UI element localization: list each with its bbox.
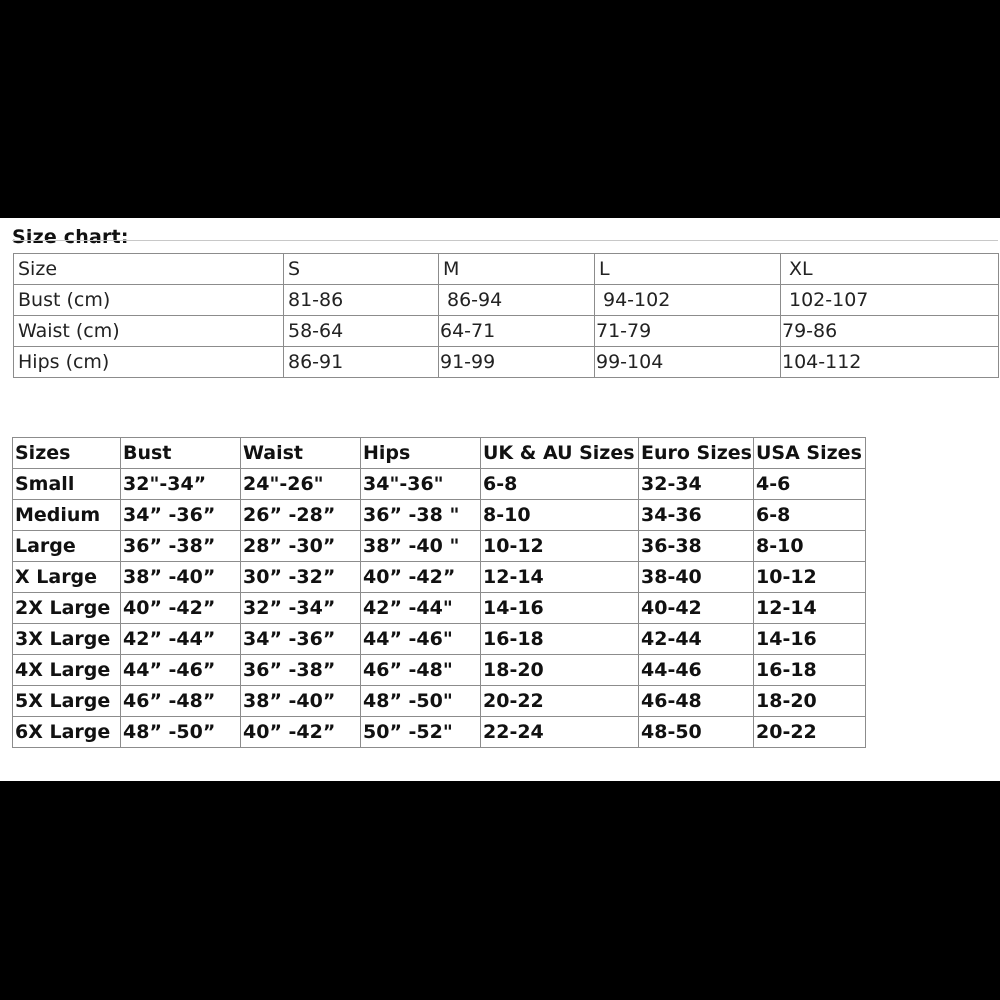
table-cell: 42” -44” bbox=[121, 624, 241, 655]
table-row bbox=[13, 531, 866, 562]
column-header: UK & AU Sizes bbox=[481, 438, 639, 469]
table-cell: 38-40 bbox=[639, 562, 754, 593]
table-cell: 14-16 bbox=[754, 624, 866, 655]
table-cell: 48” -50" bbox=[361, 686, 481, 717]
column-header: Sizes bbox=[13, 438, 121, 469]
table-row bbox=[13, 469, 866, 500]
table-cell: 42-44 bbox=[639, 624, 754, 655]
table-row bbox=[13, 624, 866, 655]
column-header: Euro Sizes bbox=[639, 438, 754, 469]
row-label: 4X Large bbox=[13, 655, 121, 686]
row-label: Medium bbox=[13, 500, 121, 531]
table-cell: 44” -46” bbox=[121, 655, 241, 686]
title-divider bbox=[12, 240, 998, 241]
table-cell: 16-18 bbox=[481, 624, 639, 655]
table-row bbox=[14, 347, 999, 378]
table-cell: 50” -52" bbox=[361, 717, 481, 748]
table-row bbox=[13, 655, 866, 686]
table-cell: 6-8 bbox=[481, 469, 639, 500]
table-row bbox=[13, 686, 866, 717]
table-cell: L bbox=[595, 254, 781, 285]
table-cell: 32-34 bbox=[639, 469, 754, 500]
column-header: Bust bbox=[121, 438, 241, 469]
table-cell: 22-24 bbox=[481, 717, 639, 748]
table-cell: 18-20 bbox=[481, 655, 639, 686]
table-cell: 34"-36" bbox=[361, 469, 481, 500]
table-cell: 10-12 bbox=[481, 531, 639, 562]
table-row bbox=[14, 254, 999, 285]
table-cell: 28” -30” bbox=[241, 531, 361, 562]
table-row bbox=[13, 500, 866, 531]
table-row bbox=[13, 717, 866, 748]
table-cell: 40” -42” bbox=[241, 717, 361, 748]
table-cell: 81-86 bbox=[284, 285, 439, 316]
table-cell: 71-79 bbox=[595, 316, 781, 347]
table-cell: XL bbox=[781, 254, 999, 285]
row-label: Small bbox=[13, 469, 121, 500]
column-header: Hips bbox=[361, 438, 481, 469]
table-cell: 8-10 bbox=[754, 531, 866, 562]
table-cell: 102-107 bbox=[781, 285, 999, 316]
table-row bbox=[13, 593, 866, 624]
table-cell: 40” -42” bbox=[121, 593, 241, 624]
row-label: Large bbox=[13, 531, 121, 562]
table-cell: 40” -42” bbox=[361, 562, 481, 593]
table-cell: 99-104 bbox=[595, 347, 781, 378]
row-label: Waist (cm) bbox=[14, 316, 284, 347]
table-cell: 4-6 bbox=[754, 469, 866, 500]
table-cell: 12-14 bbox=[481, 562, 639, 593]
table-cell: 34” -36” bbox=[121, 500, 241, 531]
table-cell: 36” -38 " bbox=[361, 500, 481, 531]
size-chart-title: Size chart: bbox=[12, 226, 129, 248]
table-cell: 40-42 bbox=[639, 593, 754, 624]
table-cell: 16-18 bbox=[754, 655, 866, 686]
table-cell: 48-50 bbox=[639, 717, 754, 748]
table-cell: 38” -40” bbox=[121, 562, 241, 593]
table-cell: 12-14 bbox=[754, 593, 866, 624]
table-row bbox=[14, 285, 999, 316]
table-cell: 36-38 bbox=[639, 531, 754, 562]
table-cell: 42” -44" bbox=[361, 593, 481, 624]
size-conversion-table bbox=[12, 437, 866, 748]
table-cell: 10-12 bbox=[754, 562, 866, 593]
column-header: Waist bbox=[241, 438, 361, 469]
row-label: Bust (cm) bbox=[14, 285, 284, 316]
table-cell: 14-16 bbox=[481, 593, 639, 624]
table-cell: 26” -28” bbox=[241, 500, 361, 531]
table-cell: 64-71 bbox=[439, 316, 595, 347]
table-cell: 38” -40 " bbox=[361, 531, 481, 562]
table-cell: 46” -48" bbox=[361, 655, 481, 686]
table-cell: 30” -32” bbox=[241, 562, 361, 593]
table-cell: M bbox=[439, 254, 595, 285]
row-label: Size bbox=[14, 254, 284, 285]
row-label: 2X Large bbox=[13, 593, 121, 624]
table-cell: 32"-34” bbox=[121, 469, 241, 500]
table-cell: 20-22 bbox=[481, 686, 639, 717]
metric-size-table bbox=[13, 253, 999, 378]
table-cell: 34-36 bbox=[639, 500, 754, 531]
size-table-header bbox=[13, 438, 866, 469]
table-cell: 6-8 bbox=[754, 500, 866, 531]
row-label: Hips (cm) bbox=[14, 347, 284, 378]
table-cell: 48” -50” bbox=[121, 717, 241, 748]
table-cell: 18-20 bbox=[754, 686, 866, 717]
column-header: USA Sizes bbox=[754, 438, 866, 469]
table-cell: 86-91 bbox=[284, 347, 439, 378]
row-label: X Large bbox=[13, 562, 121, 593]
table-cell: 36” -38” bbox=[241, 655, 361, 686]
metric-table-body bbox=[14, 254, 999, 378]
table-cell: 20-22 bbox=[754, 717, 866, 748]
size-table-body bbox=[13, 469, 866, 748]
table-cell: 8-10 bbox=[481, 500, 639, 531]
row-label: 3X Large bbox=[13, 624, 121, 655]
table-cell: 36” -38” bbox=[121, 531, 241, 562]
row-label: 6X Large bbox=[13, 717, 121, 748]
table-cell: 79-86 bbox=[781, 316, 999, 347]
table-cell: 46” -48” bbox=[121, 686, 241, 717]
table-row bbox=[14, 316, 999, 347]
table-cell: 46-48 bbox=[639, 686, 754, 717]
table-cell: S bbox=[284, 254, 439, 285]
table-cell: 58-64 bbox=[284, 316, 439, 347]
table-cell: 32” -34” bbox=[241, 593, 361, 624]
table-cell: 104-112 bbox=[781, 347, 999, 378]
row-label: 5X Large bbox=[13, 686, 121, 717]
table-cell: 86-94 bbox=[439, 285, 595, 316]
table-cell: 24"-26" bbox=[241, 469, 361, 500]
header-row bbox=[13, 438, 866, 469]
table-row bbox=[13, 562, 866, 593]
table-cell: 94-102 bbox=[595, 285, 781, 316]
table-cell: 34” -36” bbox=[241, 624, 361, 655]
table-cell: 44” -46" bbox=[361, 624, 481, 655]
table-cell: 91-99 bbox=[439, 347, 595, 378]
table-cell: 44-46 bbox=[639, 655, 754, 686]
table-cell: 38” -40” bbox=[241, 686, 361, 717]
